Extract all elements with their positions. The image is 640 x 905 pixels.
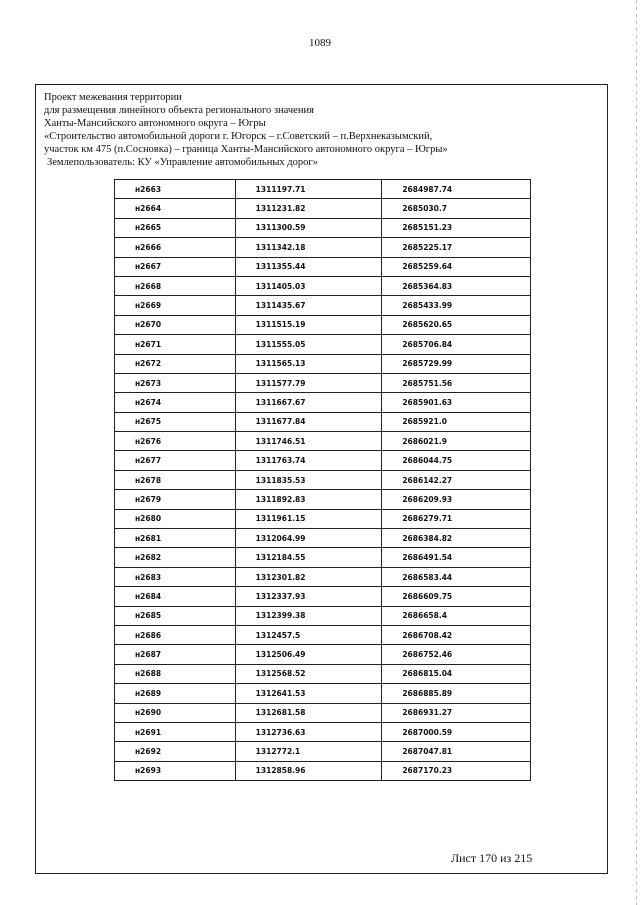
x-coordinate-cell: 1311355.44 xyxy=(235,257,382,276)
sheet-label: Лист 170 из 215 xyxy=(451,851,533,865)
x-coordinate-cell: 1312457.5 xyxy=(235,625,382,644)
table-row xyxy=(115,645,531,664)
x-coordinate-cell: 1312772.1 xyxy=(235,742,382,761)
x-coordinate-cell: 1311746.51 xyxy=(235,432,382,451)
y-coordinate-cell: 2685364.83 xyxy=(382,276,531,295)
header-line-3: Ханты-Мансийского автономного округа – Югры xyxy=(44,118,266,129)
table-row xyxy=(115,703,531,722)
point-id-cell: н2681 xyxy=(115,529,236,548)
table-row xyxy=(115,470,531,489)
y-coordinate-cell: 2686491.54 xyxy=(382,548,531,567)
table-row xyxy=(115,490,531,509)
point-id-cell: н2672 xyxy=(115,354,236,373)
table-row xyxy=(115,276,531,295)
document-header xyxy=(44,91,604,169)
table-row xyxy=(115,761,531,780)
y-coordinate-cell: 2685620.65 xyxy=(382,315,531,334)
point-id-cell: н2691 xyxy=(115,722,236,741)
table-row xyxy=(115,451,531,470)
x-coordinate-cell: 1311231.82 xyxy=(235,199,382,218)
y-coordinate-cell: 2685729.99 xyxy=(382,354,531,373)
table-row xyxy=(115,354,531,373)
x-coordinate-cell: 1312568.52 xyxy=(235,664,382,683)
x-coordinate-cell: 1311577.79 xyxy=(235,373,382,392)
header-line-1: Проект межевания территории xyxy=(44,92,182,103)
x-coordinate-cell: 1311565.13 xyxy=(235,354,382,373)
table-row xyxy=(115,432,531,451)
y-coordinate-cell: 2685433.99 xyxy=(382,296,531,315)
table-row xyxy=(115,684,531,703)
point-id-cell: н2671 xyxy=(115,335,236,354)
table-row xyxy=(115,567,531,586)
x-coordinate-cell: 1312399.38 xyxy=(235,606,382,625)
x-coordinate-cell: 1312681.58 xyxy=(235,703,382,722)
x-coordinate-cell: 1311342.18 xyxy=(235,238,382,257)
y-coordinate-cell: 2687170.23 xyxy=(382,761,531,780)
table-row xyxy=(115,393,531,412)
x-coordinate-cell: 1311555.05 xyxy=(235,335,382,354)
point-id-cell: н2680 xyxy=(115,509,236,528)
land-user-line: Землепользователь: КУ «Управление автомобильных дорог» xyxy=(47,157,318,168)
header-line-2: для размещения линейного объекта регионального значения xyxy=(44,105,314,116)
point-id-cell: н2667 xyxy=(115,257,236,276)
point-id-cell: н2682 xyxy=(115,548,236,567)
x-coordinate-cell: 1311677.84 xyxy=(235,412,382,431)
point-id-cell: н2685 xyxy=(115,606,236,625)
table-row xyxy=(115,199,531,218)
x-coordinate-cell: 1312184.55 xyxy=(235,548,382,567)
y-coordinate-cell: 2686885.89 xyxy=(382,684,531,703)
y-coordinate-cell: 2686044.75 xyxy=(382,451,531,470)
point-id-cell: н2689 xyxy=(115,684,236,703)
point-id-cell: н2673 xyxy=(115,373,236,392)
point-id-cell: н2676 xyxy=(115,432,236,451)
y-coordinate-cell: 2686279.71 xyxy=(382,509,531,528)
x-coordinate-cell: 1311892.83 xyxy=(235,490,382,509)
y-coordinate-cell: 2685225.17 xyxy=(382,238,531,257)
table-row xyxy=(115,587,531,606)
coordinates-table-body xyxy=(115,180,531,781)
x-coordinate-cell: 1312858.96 xyxy=(235,761,382,780)
point-id-cell: н2678 xyxy=(115,470,236,489)
y-coordinate-cell: 2685751.56 xyxy=(382,373,531,392)
y-coordinate-cell: 2687000.59 xyxy=(382,722,531,741)
point-id-cell: н2690 xyxy=(115,703,236,722)
table-row xyxy=(115,238,531,257)
header-line-5: участок км 475 (п.Сосновка) – граница Ханты-Мансийского автономного округа – Югры» xyxy=(44,144,448,155)
point-id-cell: н2669 xyxy=(115,296,236,315)
point-id-cell: н2666 xyxy=(115,238,236,257)
point-id-cell: н2679 xyxy=(115,490,236,509)
table-row xyxy=(115,664,531,683)
x-coordinate-cell: 1311667.67 xyxy=(235,393,382,412)
table-row xyxy=(115,412,531,431)
y-coordinate-cell: 2686142.27 xyxy=(382,470,531,489)
point-id-cell: н2687 xyxy=(115,645,236,664)
x-coordinate-cell: 1311961.15 xyxy=(235,509,382,528)
y-coordinate-cell: 2686384.82 xyxy=(382,529,531,548)
table-row xyxy=(115,529,531,548)
point-id-cell: н2665 xyxy=(115,218,236,237)
y-coordinate-cell: 2685030.7 xyxy=(382,199,531,218)
table-row xyxy=(115,180,531,199)
table-row xyxy=(115,509,531,528)
point-id-cell: н2692 xyxy=(115,742,236,761)
y-coordinate-cell: 2686021.9 xyxy=(382,432,531,451)
point-id-cell: н2670 xyxy=(115,315,236,334)
x-coordinate-cell: 1311405.03 xyxy=(235,276,382,295)
table-row xyxy=(115,742,531,761)
table-row xyxy=(115,218,531,237)
x-coordinate-cell: 1311515.19 xyxy=(235,315,382,334)
table-row xyxy=(115,296,531,315)
point-id-cell: н2686 xyxy=(115,625,236,644)
x-coordinate-cell: 1311835.53 xyxy=(235,470,382,489)
point-id-cell: н2693 xyxy=(115,761,236,780)
x-coordinate-cell: 1312641.53 xyxy=(235,684,382,703)
table-row xyxy=(115,335,531,354)
y-coordinate-cell: 2686815.04 xyxy=(382,664,531,683)
y-coordinate-cell: 2684987.74 xyxy=(382,180,531,199)
page-number: 1089 xyxy=(309,37,331,49)
point-id-cell: н2668 xyxy=(115,276,236,295)
scan-edge-marks xyxy=(636,0,637,905)
y-coordinate-cell: 2686658.4 xyxy=(382,606,531,625)
x-coordinate-cell: 1312301.82 xyxy=(235,567,382,586)
x-coordinate-cell: 1312506.49 xyxy=(235,645,382,664)
y-coordinate-cell: 2685921.0 xyxy=(382,412,531,431)
y-coordinate-cell: 2686209.93 xyxy=(382,490,531,509)
x-coordinate-cell: 1311300.59 xyxy=(235,218,382,237)
table-row xyxy=(115,606,531,625)
point-id-cell: н2674 xyxy=(115,393,236,412)
table-row xyxy=(115,373,531,392)
point-id-cell: н2684 xyxy=(115,587,236,606)
y-coordinate-cell: 2686583.44 xyxy=(382,567,531,586)
x-coordinate-cell: 1312337.93 xyxy=(235,587,382,606)
y-coordinate-cell: 2686609.75 xyxy=(382,587,531,606)
x-coordinate-cell: 1311763.74 xyxy=(235,451,382,470)
y-coordinate-cell: 2685901.63 xyxy=(382,393,531,412)
point-id-cell: н2663 xyxy=(115,180,236,199)
x-coordinate-cell: 1312064.99 xyxy=(235,529,382,548)
coordinates-table xyxy=(114,179,531,781)
table-row xyxy=(115,722,531,741)
x-coordinate-cell: 1311435.67 xyxy=(235,296,382,315)
table-row xyxy=(115,257,531,276)
y-coordinate-cell: 2685151.23 xyxy=(382,218,531,237)
y-coordinate-cell: 2686708.42 xyxy=(382,625,531,644)
table-row xyxy=(115,315,531,334)
y-coordinate-cell: 2685259.64 xyxy=(382,257,531,276)
point-id-cell: н2688 xyxy=(115,664,236,683)
point-id-cell: н2683 xyxy=(115,567,236,586)
point-id-cell: н2675 xyxy=(115,412,236,431)
table-row xyxy=(115,625,531,644)
y-coordinate-cell: 2685706.84 xyxy=(382,335,531,354)
x-coordinate-cell: 1312736.63 xyxy=(235,722,382,741)
point-id-cell: н2677 xyxy=(115,451,236,470)
point-id-cell: н2664 xyxy=(115,199,236,218)
y-coordinate-cell: 2687047.81 xyxy=(382,742,531,761)
x-coordinate-cell: 1311197.71 xyxy=(235,180,382,199)
y-coordinate-cell: 2686752.46 xyxy=(382,645,531,664)
table-row xyxy=(115,548,531,567)
header-line-4: «Строительство автомобильной дороги г. Югорск – г.Советский – п.Верхнеказымский, xyxy=(44,131,433,142)
y-coordinate-cell: 2686931.27 xyxy=(382,703,531,722)
